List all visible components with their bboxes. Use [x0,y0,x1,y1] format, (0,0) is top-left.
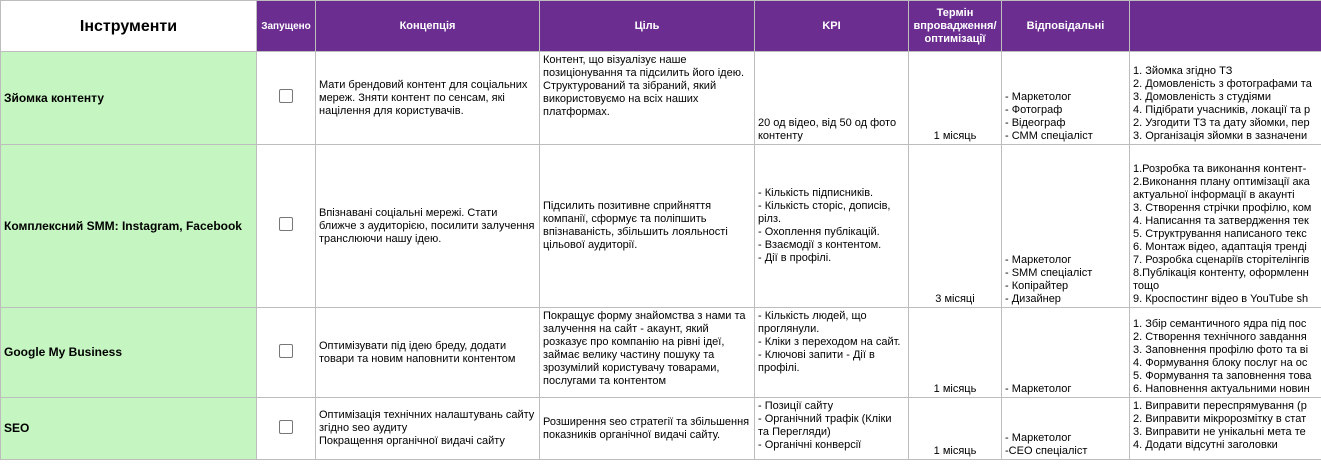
kpi-line: - Ключові запити - Дії в профілі. [758,349,875,374]
kpi-line: - Дії в профілі. [758,252,832,264]
task-line: 3. Виправити не унікальні мета те [1133,426,1306,438]
responsible-cell[interactable] [1002,398,1130,460]
goal-cell[interactable]: Підсилить позитивне сприйняття компанії, сформує та поліпшить впізнаваність, збільшить лояльності цільової аудиторії. [540,145,755,308]
table-row [1,398,1321,460]
tasks-cell[interactable] [1130,308,1321,398]
goal-cell[interactable]: Покращує форму знайомства з нами та залучення на сайт - акаунт, який розказує про компанію на рівні ідеї, займає велику частину пошуку та зрозумілий користувачу товарами, послугами та контентом [540,308,755,398]
task-line: 4. Формування блоку послуг на ос [1133,357,1308,369]
launched-cell[interactable] [257,308,316,398]
header-tools[interactable]: Інструменти [1,1,257,52]
checkbox[interactable] [279,89,293,103]
task-line: 2. Узгодити ТЗ та дату зйомки, пер [1133,117,1310,129]
tasks-cell[interactable] [1130,145,1321,308]
task-line: актуальної інформації в акаунті [1133,189,1295,201]
kpi-line: - Позиції сайту [758,400,834,412]
header-term[interactable]: Термін впровадження/оптимізації [909,1,1002,52]
tasks-cell[interactable] [1130,398,1321,460]
task-line: 9. Кроспостинг відео в YouTube sh [1133,293,1309,305]
table-row [1,145,1321,308]
responsible-line: -СЕО спеціаліст [1005,445,1088,457]
tool-cell[interactable]: Google My Business [1,308,257,398]
checkbox[interactable] [279,344,293,358]
task-line: 3. Організація зйомки в зазначени [1133,130,1308,142]
table-row [1,52,1321,145]
responsible-line: - Відеограф [1005,117,1066,129]
task-line: 1. Виправити переспрямування (р [1133,400,1307,412]
tool-cell[interactable]: Зйомка контенту [1,52,257,145]
concept-cell[interactable]: Мати брендовий контент для соціальних мереж. Зняти контент по сенсам, які націлення для користувачів. [316,52,540,145]
checkbox[interactable] [279,217,293,231]
task-line: 2. Домовленість з фотографами та [1133,78,1312,90]
responsible-cell[interactable] [1002,308,1130,398]
responsible-line: - Маркетолог [1005,91,1072,103]
term-cell[interactable]: 1 місяць [909,52,1002,145]
task-line: 7. Розробка сценаріїв сторітелінгів [1133,254,1310,266]
task-line: 4. Написання та затвердження тек [1133,215,1309,227]
header-row [1,1,1321,52]
task-line: 5. Формування та заповнення това [1133,370,1312,382]
concept-cell[interactable]: Оптимізувати під ідею бреду, додати товари та новим наповнити контентом [316,308,540,398]
kpi-cell[interactable] [755,52,909,145]
kpi-cell[interactable] [755,308,909,398]
kpi-line: - Кількість сторіс, дописів, рілз. [758,200,891,225]
task-line: 5. Структрування написаного текс [1133,228,1307,240]
task-line: 3. Домовленість з студіями [1133,91,1271,103]
responsible-line: - СММ спеціаліст [1005,130,1093,142]
kpi-line: 20 од відео, від 50 од фото контенту [758,117,897,142]
task-line: 1.Розробка та виконання контент- [1133,163,1307,175]
task-line: 8.Публікація контенту, оформленн [1133,267,1309,279]
goal-cell[interactable]: Розширення seo стратегії та збільшення показників органічної видачі сайту. [540,398,755,460]
responsible-line: - Фотограф [1005,104,1063,116]
responsible-cell[interactable] [1002,52,1130,145]
kpi-line: - Органічні конверсії [758,439,862,451]
kpi-line: - Кліки з переходом на сайт. [758,336,901,348]
responsible-line: - Маркетолог [1005,432,1072,444]
term-cell[interactable]: 1 місяць [909,308,1002,398]
responsible-line: - Копірайтер [1005,280,1069,292]
task-line: 6. Наповнення актуальними новин [1133,383,1310,395]
concept-cell[interactable] [316,398,540,460]
tool-cell[interactable]: SEO [1,398,257,460]
task-line: 3. Заповнення профілю фото та ві [1133,344,1309,356]
responsible-line: - Дизайнер [1005,293,1061,305]
concept-line: Покращення органічної видачі сайту [319,435,505,447]
task-line: тощо [1133,280,1160,292]
kpi-cell[interactable] [755,398,909,460]
concept-line: Оптимізація технічних налаштувань сайту згідно seo аудиту [319,409,535,434]
launched-cell[interactable] [257,145,316,308]
kpi-cell[interactable] [755,145,909,308]
kpi-line: - Охоплення публікацій. [758,226,880,238]
task-line: 1. Збір семантичного ядра під пос [1133,318,1307,330]
header-kpi[interactable]: KPI [755,1,909,52]
kpi-line: - Кількість людей, що проглянули. [758,310,867,335]
task-line: 3. Створення стрічки профілю, ком [1133,202,1312,214]
task-line: 6. Монтаж відео, адаптація тренді [1133,241,1307,253]
responsible-line: - Маркетолог [1005,254,1072,266]
task-line: 2. Створення технічного завдання [1133,331,1307,343]
launched-cell[interactable] [257,398,316,460]
launched-cell[interactable] [257,52,316,145]
goal-cell[interactable]: Контент, що візуалізує наше позиціонування та підсилить його ідею. Структурований та зібраний, який використовуємо на всіх наших платформах. [540,52,755,145]
kpi-line: - Органічний трафік (Кліки та Перегляди) [758,413,892,438]
responsible-cell[interactable] [1002,145,1130,308]
tasks-cell[interactable] [1130,52,1321,145]
term-cell[interactable]: 1 місяць [909,398,1002,460]
task-line: 2.Виконання плану оптимізації ака [1133,176,1310,188]
table-row [1,308,1321,398]
responsible-line: - Маркетолог [1005,383,1072,395]
checkbox[interactable] [279,420,293,434]
header-goal[interactable]: Ціль [540,1,755,52]
header-concept[interactable]: Концепція [316,1,540,52]
tool-cell[interactable]: Комплексний SMM: Instagram, Facebook [1,145,257,308]
task-line: 2. Виправити мікророзмітку в стат [1133,413,1307,425]
term-cell[interactable]: 3 місяці [909,145,1002,308]
kpi-line: - Кількість підписників. [758,187,874,199]
task-line: 1. Зйомка згідно ТЗ [1133,65,1233,77]
responsible-line: - SMM спеціаліст [1005,267,1093,279]
kpi-line: - Взаємодії з контентом. [758,239,882,251]
task-line: 4. Додати відсутні заголовки [1133,439,1278,451]
header-launched[interactable]: Запущено [257,1,316,52]
concept-cell[interactable]: Впізнавані соціальні мережі. Стати ближче з аудиторією, посилити залучення транслюючи нашу ідею. [316,145,540,308]
task-line: 4. Підібрати учасників, локації та р [1133,104,1311,116]
header-responsible[interactable]: Відповідальні [1002,1,1130,52]
header-tasks[interactable] [1130,1,1321,52]
